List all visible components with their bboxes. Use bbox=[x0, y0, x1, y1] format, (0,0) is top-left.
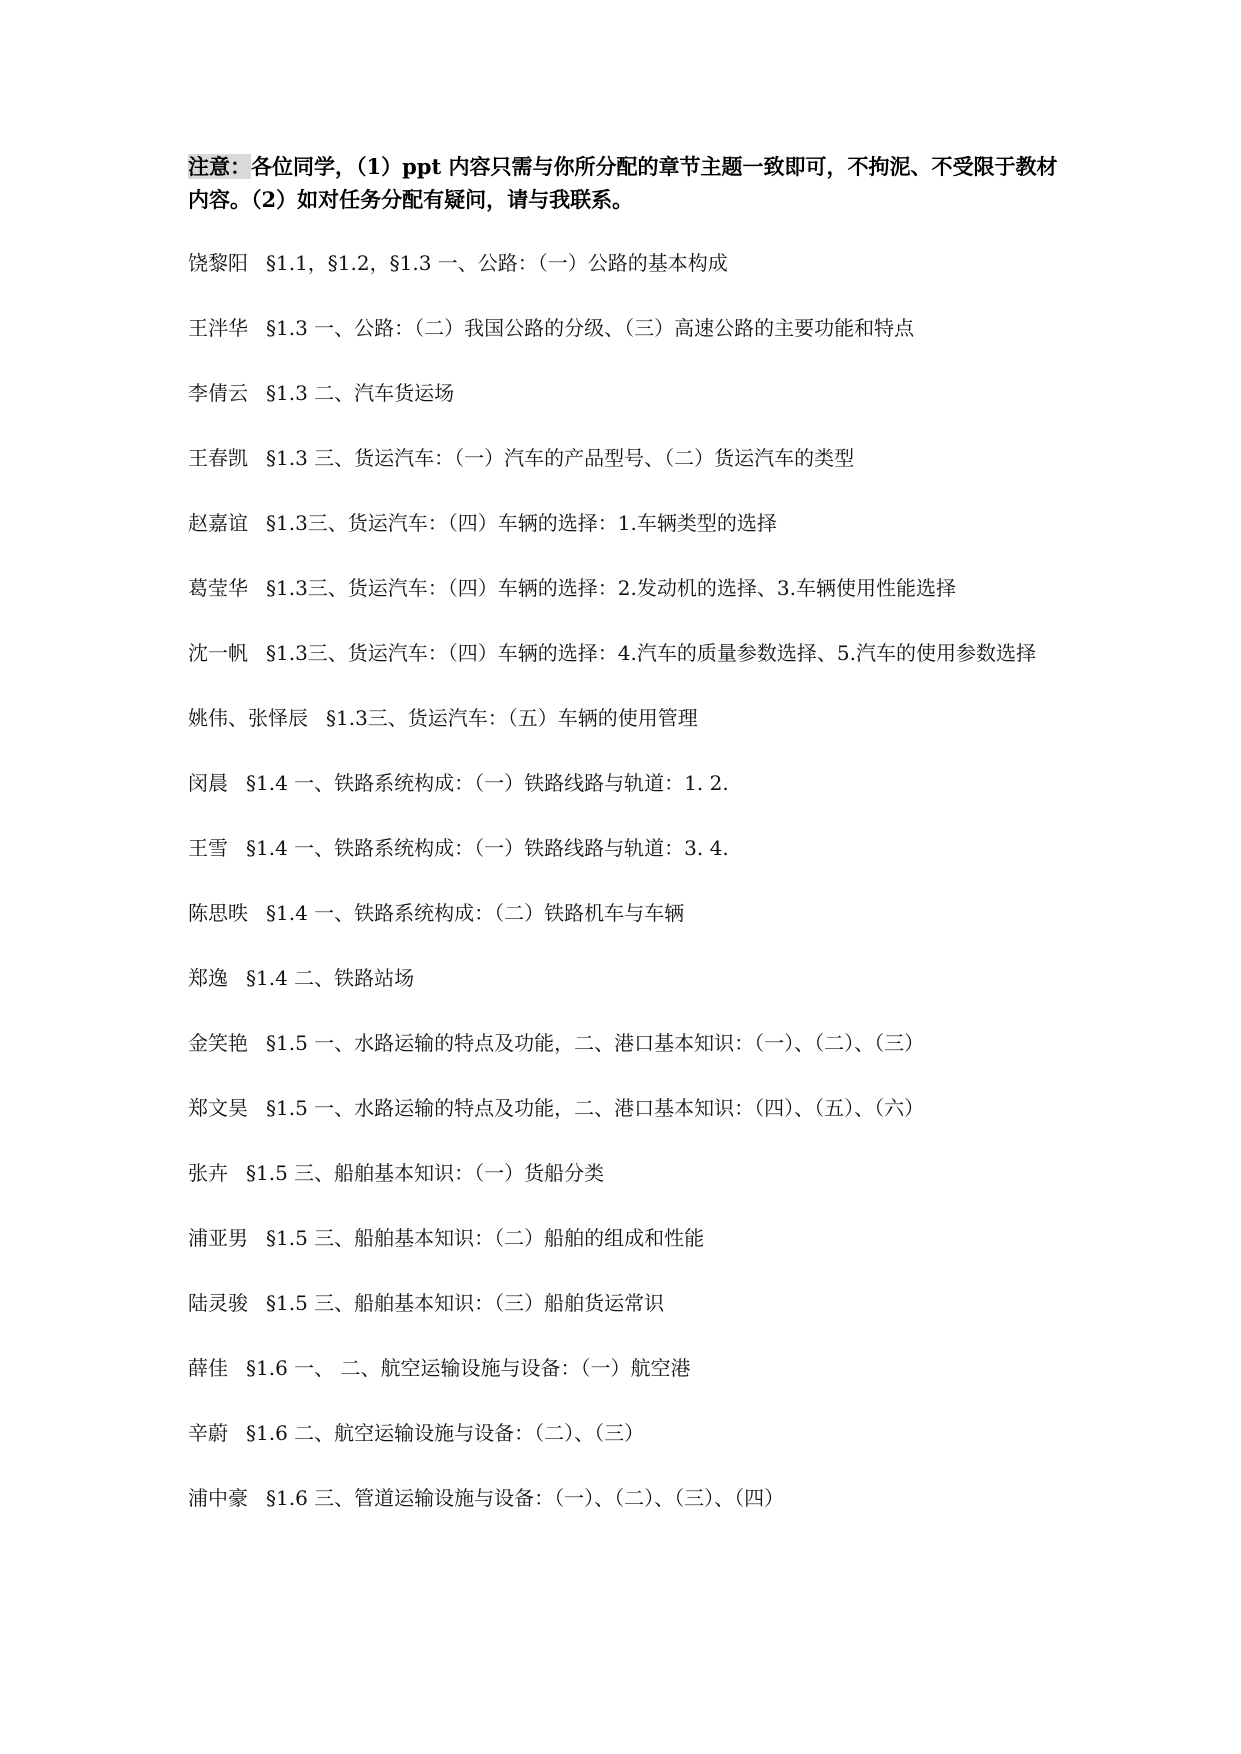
task-text: §1.4 一、铁路系统构成：（一）铁路线路与轨道：3. 4. bbox=[246, 836, 729, 860]
task-text: §1.5 一、水路运输的特点及功能，二、港口基本知识：（一）、（二）、（三） bbox=[266, 1031, 925, 1055]
list-item bbox=[188, 1288, 1068, 1319]
student-name: 张卉 bbox=[188, 1161, 228, 1185]
task-text: §1.4 一、铁路系统构成：（二）铁路机车与车辆 bbox=[266, 901, 685, 925]
task-text: §1.6 三、管道运输设施与设备：（一）、（二）、（三）、（四） bbox=[266, 1486, 785, 1510]
task-text: §1.4 一、铁路系统构成：（一）铁路线路与轨道：1. 2. bbox=[246, 771, 729, 795]
task-text: §1.1，§1.2，§1.3 一、公路：（一）公路的基本构成 bbox=[266, 251, 728, 275]
notice-text: 各位同学，（1）ppt 内容只需与你所分配的章节主题一致即可，不拘泥、不受限于教材内容。（2）如对任务分配有疑问，请与我联系。 bbox=[188, 154, 1058, 212]
task-text: §1.5 三、船舶基本知识：（三）船舶货运常识 bbox=[266, 1291, 665, 1315]
student-name: 浦中豪 bbox=[188, 1486, 248, 1510]
task-text: §1.3三、货运汽车：（四）车辆的选择：4.汽车的质量参数选择、5.汽车的使用参数选择 bbox=[266, 641, 1036, 665]
task-text: §1.6 一、 二、航空运输设施与设备：（一）航空港 bbox=[246, 1356, 691, 1380]
student-name: 闵晨 bbox=[188, 771, 228, 795]
task-text: §1.3 二、汽车货运场 bbox=[266, 381, 455, 405]
list-item bbox=[188, 1483, 1068, 1514]
task-text: §1.5 一、水路运输的特点及功能，二、港口基本知识：（四）、（五）、（六） bbox=[266, 1096, 925, 1120]
task-text: §1.3三、货运汽车：（四）车辆的选择：2.发动机的选择、3.车辆使用性能选择 bbox=[266, 576, 956, 600]
student-name: 姚伟、张怿辰 bbox=[188, 706, 308, 730]
list-item bbox=[188, 1223, 1068, 1254]
student-name: 陈思昳 bbox=[188, 901, 248, 925]
list-item bbox=[188, 963, 1068, 994]
task-text: §1.3三、货运汽车：（五）车辆的使用管理 bbox=[326, 706, 698, 730]
student-name: 薛佳 bbox=[188, 1356, 228, 1380]
list-item bbox=[188, 313, 1068, 344]
task-text: §1.3 一、公路：（二）我国公路的分级、（三）高速公路的主要功能和特点 bbox=[266, 316, 915, 340]
list-item bbox=[188, 248, 1068, 279]
list-item bbox=[188, 508, 1068, 539]
list-item bbox=[188, 638, 1068, 669]
assignment-list bbox=[188, 248, 1068, 1548]
list-item bbox=[188, 833, 1068, 864]
list-item bbox=[188, 898, 1068, 929]
task-text: §1.6 二、航空运输设施与设备：（二）、（三） bbox=[246, 1421, 645, 1445]
list-item bbox=[188, 1353, 1068, 1384]
student-name: 饶黎阳 bbox=[188, 251, 248, 275]
list-item bbox=[188, 1158, 1068, 1189]
list-item bbox=[188, 378, 1068, 409]
list-item bbox=[188, 1418, 1068, 1449]
task-text: §1.3 三、货运汽车：（一）汽车的产品型号、（二）货运汽车的类型 bbox=[266, 446, 855, 470]
student-name: 王泮华 bbox=[188, 316, 248, 340]
student-name: 赵嘉谊 bbox=[188, 511, 248, 535]
list-item bbox=[188, 703, 1068, 734]
task-text: §1.4 二、铁路站场 bbox=[246, 966, 415, 990]
student-name: 郑逸 bbox=[188, 966, 228, 990]
list-item bbox=[188, 1093, 1068, 1124]
list-item bbox=[188, 768, 1068, 799]
task-text: §1.3三、货运汽车：（四）车辆的选择：1.车辆类型的选择 bbox=[266, 511, 777, 535]
student-name: 辛蔚 bbox=[188, 1421, 228, 1445]
notice-label: 注意： bbox=[188, 154, 251, 179]
student-name: 陆灵骏 bbox=[188, 1291, 248, 1315]
list-item bbox=[188, 1028, 1068, 1059]
student-name: 沈一帆 bbox=[188, 641, 248, 665]
student-name: 葛莹华 bbox=[188, 576, 248, 600]
student-name: 王雪 bbox=[188, 836, 228, 860]
student-name: 李倩云 bbox=[188, 381, 248, 405]
student-name: 浦亚男 bbox=[188, 1226, 248, 1250]
student-name: 金笑艳 bbox=[188, 1031, 248, 1055]
notice-paragraph bbox=[188, 150, 1068, 216]
task-text: §1.5 三、船舶基本知识：（二）船舶的组成和性能 bbox=[266, 1226, 705, 1250]
list-item bbox=[188, 443, 1068, 474]
list-item bbox=[188, 573, 1068, 604]
student-name: 王春凯 bbox=[188, 446, 248, 470]
student-name: 郑文昊 bbox=[188, 1096, 248, 1120]
task-text: §1.5 三、船舶基本知识：（一）货船分类 bbox=[246, 1161, 605, 1185]
